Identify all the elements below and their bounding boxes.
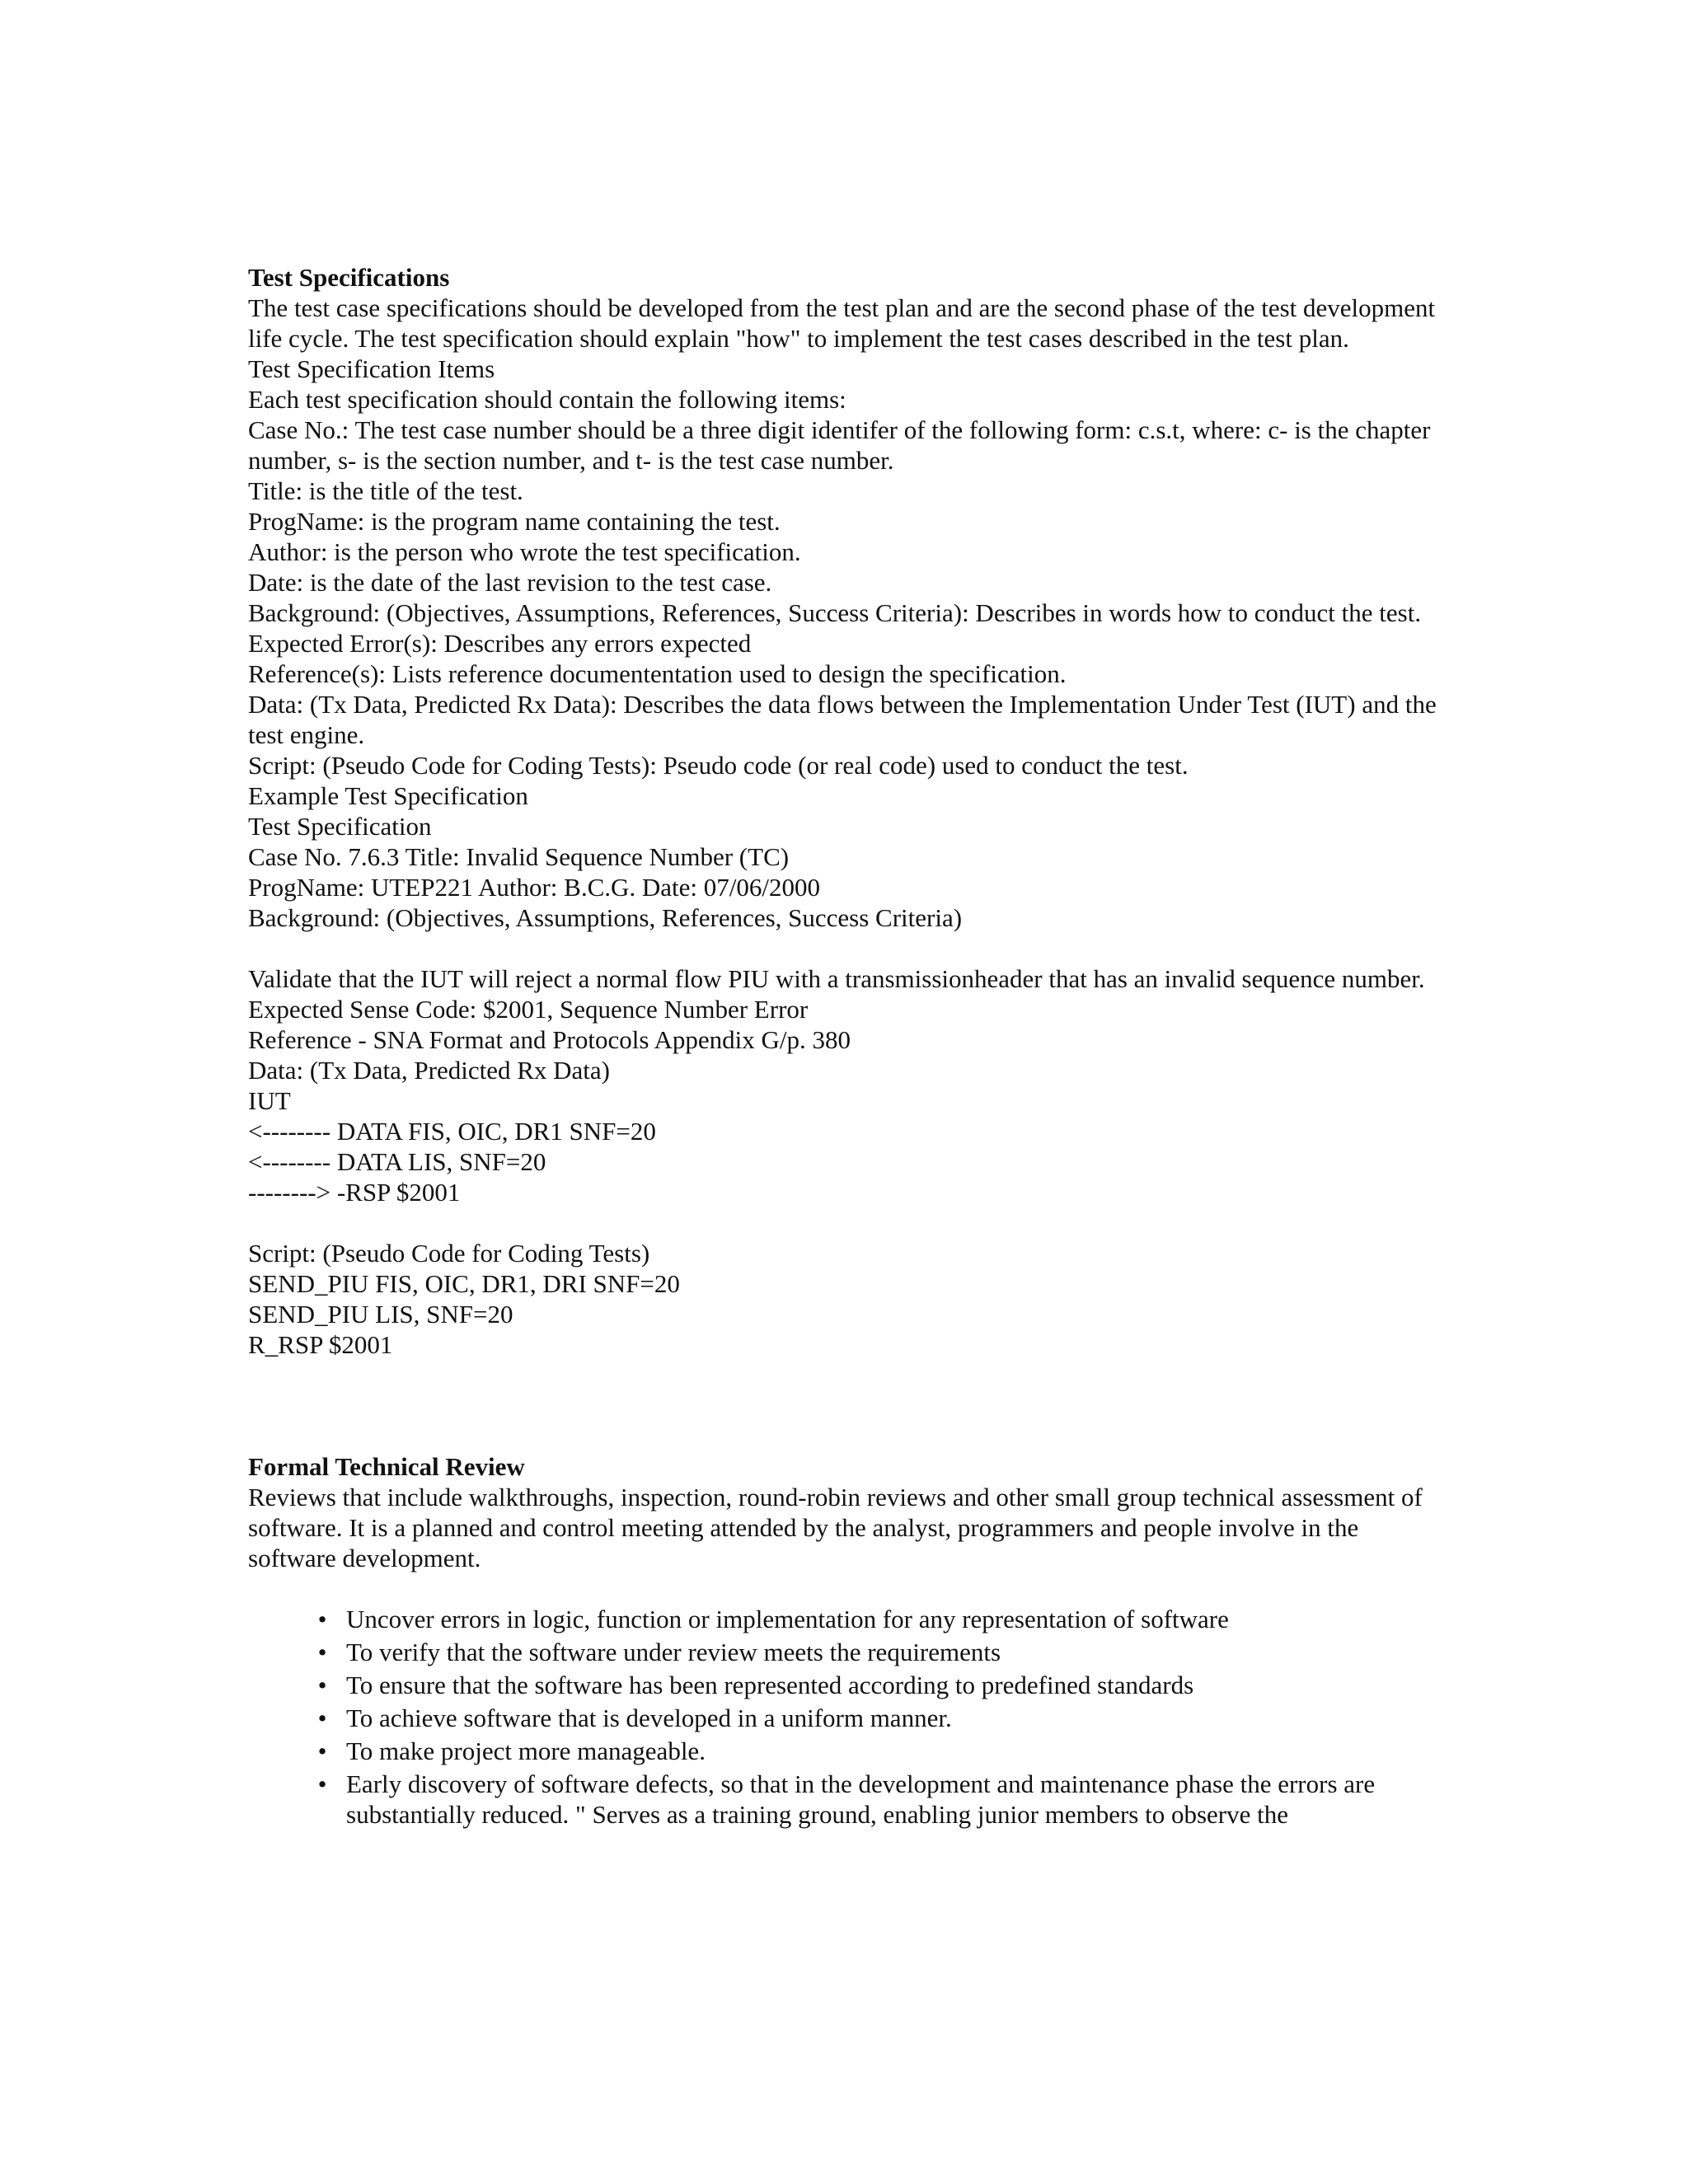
list-item	[248, 1604, 1451, 1634]
spacer	[248, 1207, 1451, 1238]
script-line: SEND_PIU FIS, OIC, DR1, DRI SNF=20	[248, 1269, 680, 1298]
sense-code: Expected Sense Code: $2001, Sequence Number Error	[248, 995, 809, 1024]
example-prog: ProgName: UTEP221 Author: B.C.G. Date: 07/06/2000	[248, 873, 821, 902]
list-item	[248, 1703, 1451, 1733]
date-item: Date: is the date of the last revision to the test case.	[248, 568, 772, 597]
flow-line: --------> -RSP $2001	[248, 1178, 461, 1207]
list-item	[248, 1769, 1451, 1830]
ftr-bullet-list	[248, 1604, 1451, 1830]
section-spacer	[248, 1360, 1451, 1451]
title-item: Title: is the title of the test.	[248, 476, 523, 505]
example-case: Case No. 7.6.3 Title: Invalid Sequence Number (TC)	[248, 842, 790, 871]
example-subtitle: Test Specification	[248, 812, 432, 841]
case-no-item: Case No.: The test case number should be a three digit identifer of the following form: c.s.t, where: c- is the chapter number, s- is the section number, and t- is the test case number.	[248, 415, 1431, 475]
data-item: Data: (Tx Data, Predicted Rx Data): Describes the data flows between the Implementation Under Test (IUT) and the test engine.	[248, 690, 1437, 749]
script-label: Script: (Pseudo Code for Coding Tests)	[248, 1239, 650, 1268]
bullet-text: Early discovery of software defects, so that in the development and maintenance phase the errors are substantially reduced. " Serves as a training ground, enabling junior members to observe the	[346, 1769, 1376, 1829]
bullet-icon: •	[317, 1671, 327, 1699]
example-title: Example Test Specification	[248, 781, 528, 810]
validate-text: Validate that the IUT will reject a normal flow PIU with a transmissionheader that has an invalid sequence number.	[248, 964, 1425, 993]
bullet-icon: •	[317, 1736, 327, 1765]
bullet-text: To ensure that the software has been represented according to predefined standards	[346, 1671, 1194, 1699]
flow-line: <-------- DATA LIS, SNF=20	[248, 1147, 546, 1176]
items-title: Test Specification Items	[248, 354, 495, 383]
bullet-text: Uncover errors in logic, function or implementation for any representation of software	[346, 1605, 1229, 1633]
flow-line: <-------- DATA FIS, OIC, DR1 SNF=20	[248, 1117, 656, 1146]
data-label: Data: (Tx Data, Predicted Rx Data)	[248, 1056, 610, 1085]
iut-label: IUT	[248, 1086, 291, 1115]
document-page	[248, 262, 1451, 1832]
test-spec-heading: Test Specifications	[248, 263, 450, 292]
spacer	[248, 933, 1451, 963]
list-item	[248, 1670, 1451, 1700]
ftr-intro: Reviews that include walkthroughs, inspection, round-robin reviews and other small group technical assessment of software. It is a planned and control meeting attended by the analyst, programmers and people involve in the software development.	[248, 1483, 1423, 1572]
items-intro: Each test specification should contain the following items:	[248, 385, 846, 414]
list-item	[248, 1736, 1451, 1766]
bullet-text: To achieve software that is developed in a uniform manner.	[346, 1704, 952, 1732]
script-item: Script: (Pseudo Code for Coding Tests): Pseudo code (or real code) used to conduct the test.	[248, 751, 1189, 780]
bullet-icon: •	[317, 1769, 327, 1798]
bullet-icon: •	[317, 1638, 327, 1666]
list-item	[248, 1637, 1451, 1667]
bullet-text: To make project more manageable.	[346, 1736, 706, 1765]
progname-item: ProgName: is the program name containing the test.	[248, 507, 781, 536]
bullet-text: To verify that the software under review meets the requirements	[346, 1638, 1001, 1666]
example-background: Background: (Objectives, Assumptions, References, Success Criteria)	[248, 903, 963, 932]
expected-errors-item: Expected Error(s): Describes any errors expected	[248, 629, 752, 658]
bullet-icon: •	[317, 1605, 327, 1633]
background-item: Background: (Objectives, Assumptions, References, Success Criteria): Describes in words how to conduct the test.	[248, 598, 1422, 627]
bullet-icon: •	[317, 1704, 327, 1732]
script-line: R_RSP $2001	[248, 1330, 393, 1359]
script-line: SEND_PIU LIS, SNF=20	[248, 1300, 513, 1329]
author-item: Author: is the person who wrote the test specification.	[248, 537, 801, 566]
test-spec-intro: The test case specifications should be developed from the test plan and are the second phase of the test development life cycle. The test specification should explain "how" to implement the test cases described in the test plan.	[248, 293, 1436, 353]
ftr-heading: Formal Technical Review	[248, 1452, 525, 1481]
reference-line: Reference - SNA Format and Protocols Appendix G/p. 380	[248, 1025, 851, 1054]
references-item: Reference(s): Lists reference documententation used to design the specification.	[248, 659, 1067, 688]
